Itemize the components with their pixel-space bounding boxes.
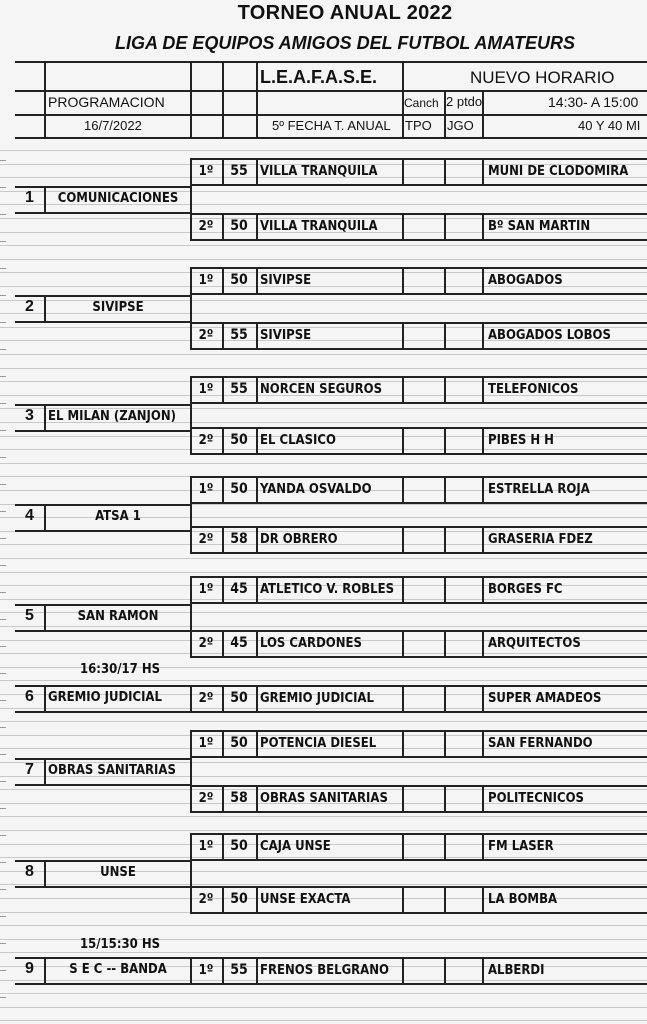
margin-tick bbox=[0, 565, 6, 566]
col-line bbox=[482, 427, 484, 453]
col-line bbox=[444, 322, 446, 348]
col-line bbox=[256, 526, 258, 552]
col-line bbox=[482, 322, 484, 348]
league-subtitle: LIGA DE EQUIPOS AMIGOS DEL FUTBOL AMATEURS bbox=[114, 33, 576, 53]
away-team: FM LASER bbox=[488, 839, 554, 854]
col-line bbox=[402, 685, 404, 711]
col-line bbox=[44, 758, 46, 784]
col-line bbox=[402, 267, 404, 293]
margin-tick bbox=[0, 484, 6, 485]
grid-line bbox=[0, 368, 647, 369]
match-category: 2º bbox=[198, 636, 214, 651]
away-team: ABOGADOS LOBOS bbox=[488, 328, 611, 343]
match-minutes: 45 bbox=[230, 635, 248, 651]
away-team: BORGES FC bbox=[488, 582, 563, 597]
margin-tick bbox=[0, 808, 6, 809]
row-line bbox=[15, 295, 190, 297]
col-line bbox=[256, 886, 258, 912]
header-divider bbox=[44, 61, 46, 138]
row-line bbox=[15, 504, 190, 506]
col-line bbox=[256, 213, 258, 239]
home-team: CAJA UNSE bbox=[260, 839, 331, 854]
group-name: SAN RAMON bbox=[77, 609, 159, 624]
home-team: SIVIPSE bbox=[260, 273, 312, 288]
col-line bbox=[402, 376, 404, 402]
away-team: ARQUITECTOS bbox=[488, 636, 581, 651]
margin-tick bbox=[0, 511, 6, 512]
row-line bbox=[190, 656, 647, 658]
away-team: LA BOMBA bbox=[488, 892, 558, 907]
row-line bbox=[190, 756, 647, 758]
away-team: PIBES H H bbox=[488, 433, 554, 448]
col-line bbox=[190, 376, 192, 453]
ptdo-label: 2 ptdo bbox=[446, 94, 482, 109]
home-team: NORCEN SEGUROS bbox=[260, 382, 383, 397]
row-line bbox=[190, 502, 647, 504]
margin-tick bbox=[0, 997, 6, 998]
time-label-1: 16:30/17 HS bbox=[80, 662, 161, 677]
row-line bbox=[190, 886, 647, 888]
col-line bbox=[402, 476, 404, 502]
col-line bbox=[482, 476, 484, 502]
group-name: ATSA 1 bbox=[95, 509, 141, 524]
row-line bbox=[190, 730, 647, 732]
row-line bbox=[190, 453, 647, 455]
col-line bbox=[444, 526, 446, 552]
grid-line bbox=[0, 884, 647, 885]
org-acronym: L.E.A.F.A.S.E. bbox=[260, 67, 378, 87]
col-line bbox=[402, 785, 404, 811]
col-line bbox=[444, 476, 446, 502]
match-category: 1º bbox=[198, 273, 214, 288]
grid-line bbox=[0, 857, 647, 858]
col-line bbox=[444, 886, 446, 912]
grid-line bbox=[0, 599, 647, 600]
row-line bbox=[190, 711, 647, 713]
col-line bbox=[256, 785, 258, 811]
margin-tick bbox=[0, 430, 6, 431]
away-team: TELEFONICOS bbox=[488, 382, 579, 397]
away-team: Bº SAN MARTIN bbox=[488, 219, 591, 234]
group-number: 7 bbox=[25, 761, 34, 778]
row-line bbox=[15, 530, 190, 532]
margin-tick bbox=[0, 214, 6, 215]
away-team: POLITECNICOS bbox=[488, 791, 584, 806]
match-minutes: 50 bbox=[230, 838, 248, 854]
home-team: VILLA TRANQUILA bbox=[260, 164, 378, 179]
col-line bbox=[482, 886, 484, 912]
group-name: S E C -- BANDA bbox=[69, 962, 167, 977]
away-team: GRASERIA FDEZ bbox=[488, 532, 593, 547]
grid-line bbox=[0, 708, 647, 709]
match-minutes: 50 bbox=[230, 432, 248, 448]
header-divider bbox=[256, 61, 258, 138]
match-minutes: 50 bbox=[230, 481, 248, 497]
canch-label: Canch bbox=[404, 96, 439, 110]
grid-line bbox=[0, 789, 647, 790]
group-number: 8 bbox=[25, 863, 34, 880]
group-number: 9 bbox=[25, 960, 34, 977]
col-line bbox=[444, 213, 446, 239]
row-line bbox=[190, 526, 647, 528]
col-line bbox=[444, 427, 446, 453]
col-line bbox=[402, 576, 404, 602]
col-line bbox=[402, 957, 404, 983]
grid-line bbox=[0, 449, 647, 450]
grid-line bbox=[0, 980, 647, 981]
grid-line bbox=[0, 721, 647, 722]
col-line bbox=[256, 427, 258, 453]
group-number: 6 bbox=[25, 688, 34, 705]
col-line bbox=[44, 860, 46, 886]
col-line bbox=[482, 685, 484, 711]
match-category: 1º bbox=[198, 963, 214, 978]
row-line bbox=[190, 983, 647, 985]
header-line-2 bbox=[15, 114, 647, 116]
col-line bbox=[482, 785, 484, 811]
grid-line bbox=[0, 354, 647, 355]
row-line bbox=[190, 602, 647, 604]
row-line bbox=[190, 685, 647, 687]
margin-tick bbox=[0, 916, 6, 917]
row-line bbox=[15, 630, 190, 632]
margin-tick bbox=[0, 349, 6, 350]
away-team: ABOGADOS bbox=[488, 273, 563, 288]
row-line bbox=[15, 860, 190, 862]
col-line bbox=[444, 630, 446, 656]
col-line bbox=[190, 267, 192, 348]
col-line bbox=[256, 630, 258, 656]
col-line bbox=[444, 267, 446, 293]
row-line bbox=[15, 711, 190, 713]
row-line bbox=[15, 604, 190, 606]
row-line bbox=[15, 685, 190, 687]
col-line bbox=[444, 158, 446, 184]
margin-tick bbox=[0, 862, 6, 863]
col-line bbox=[482, 158, 484, 184]
margin-tick bbox=[0, 781, 6, 782]
match-minutes: 58 bbox=[230, 790, 248, 806]
col-line bbox=[402, 833, 404, 859]
row-line bbox=[190, 293, 647, 295]
match-minutes: 50 bbox=[230, 891, 248, 907]
col-line bbox=[44, 604, 46, 630]
margin-tick bbox=[0, 646, 6, 647]
margin-tick bbox=[0, 943, 6, 944]
col-line bbox=[402, 630, 404, 656]
col-line bbox=[402, 213, 404, 239]
col-line bbox=[44, 685, 46, 711]
nuevo-horario: NUEVO HORARIO bbox=[470, 68, 615, 87]
duracion-label: 40 Y 40 MI bbox=[578, 118, 641, 133]
row-line bbox=[190, 576, 647, 578]
grid-line bbox=[0, 572, 647, 573]
row-line bbox=[190, 348, 647, 350]
jgo-label: JGO bbox=[447, 118, 474, 133]
row-line bbox=[190, 630, 647, 632]
group-number: 3 bbox=[25, 407, 34, 424]
col-line bbox=[444, 685, 446, 711]
group-number: 5 bbox=[25, 607, 34, 624]
grid-line bbox=[0, 993, 647, 994]
programacion-label: PROGRAMACION bbox=[48, 94, 165, 110]
group-name: GREMIO JUDICIAL bbox=[48, 690, 162, 705]
header-divider bbox=[222, 61, 224, 138]
match-minutes: 55 bbox=[230, 163, 248, 179]
row-line bbox=[190, 402, 647, 404]
grid-line bbox=[0, 259, 647, 260]
row-line bbox=[190, 158, 647, 160]
margin-tick bbox=[0, 700, 6, 701]
row-line bbox=[190, 184, 647, 186]
row-line bbox=[190, 785, 647, 787]
margin-tick bbox=[0, 268, 6, 269]
time-label-2: 15/15:30 HS bbox=[80, 937, 161, 952]
row-line bbox=[190, 267, 647, 269]
col-line bbox=[402, 427, 404, 453]
header-top-line bbox=[15, 61, 647, 63]
col-line bbox=[482, 267, 484, 293]
group-name: OBRAS SANITARIAS bbox=[48, 763, 176, 778]
home-team: YANDA OSVALDO bbox=[260, 482, 372, 497]
match-category: 1º bbox=[198, 839, 214, 854]
grid-line bbox=[0, 626, 647, 627]
match-minutes: 55 bbox=[230, 381, 248, 397]
row-line bbox=[190, 552, 647, 554]
row-line bbox=[15, 430, 190, 432]
col-line bbox=[482, 576, 484, 602]
col-line bbox=[444, 957, 446, 983]
grid-line bbox=[0, 653, 647, 654]
col-line bbox=[256, 376, 258, 402]
match-category: 1º bbox=[198, 482, 214, 497]
row-line bbox=[190, 912, 647, 914]
row-line bbox=[190, 427, 647, 429]
header-line-1 bbox=[15, 90, 647, 92]
home-team: GREMIO JUDICIAL bbox=[260, 691, 374, 706]
away-team: SAN FERNANDO bbox=[488, 736, 593, 751]
match-category: 1º bbox=[198, 382, 214, 397]
group-name: COMUNICACIONES bbox=[57, 191, 179, 206]
row-line bbox=[15, 404, 190, 406]
col-line bbox=[256, 957, 258, 983]
grid-line bbox=[0, 816, 647, 817]
group-number: 2 bbox=[25, 298, 34, 315]
col-line bbox=[402, 526, 404, 552]
row-line bbox=[190, 239, 647, 241]
col-line bbox=[190, 158, 192, 239]
match-minutes: 45 bbox=[230, 581, 248, 597]
home-team: SIVIPSE bbox=[260, 328, 312, 343]
col-line bbox=[482, 730, 484, 756]
row-line bbox=[190, 376, 647, 378]
grid-line bbox=[0, 925, 647, 926]
match-category: 2º bbox=[198, 433, 214, 448]
match-minutes: 55 bbox=[230, 962, 248, 978]
row-line bbox=[190, 811, 647, 813]
home-team: POTENCIA DIESEL bbox=[260, 736, 377, 751]
col-line bbox=[482, 630, 484, 656]
row-line bbox=[190, 322, 647, 324]
col-line bbox=[256, 158, 258, 184]
tournament-title: TORNEO ANUAL 2022 bbox=[237, 2, 453, 24]
horario-range: 14:30- A 15:00 bbox=[548, 94, 639, 110]
grid-line bbox=[0, 952, 647, 953]
col-line bbox=[402, 730, 404, 756]
margin-tick bbox=[0, 835, 6, 836]
header-divider bbox=[482, 90, 484, 138]
margin-tick bbox=[0, 187, 6, 188]
match-category: 2º bbox=[198, 532, 214, 547]
row-line bbox=[15, 957, 190, 959]
home-team: UNSE EXACTA bbox=[260, 892, 351, 907]
col-line bbox=[482, 376, 484, 402]
row-line bbox=[15, 758, 190, 760]
home-team: VILLA TRANQUILA bbox=[260, 219, 378, 234]
grid-line bbox=[0, 680, 647, 681]
header-bottom-line bbox=[15, 137, 647, 139]
col-line bbox=[402, 322, 404, 348]
col-line bbox=[444, 785, 446, 811]
header-divider bbox=[190, 61, 192, 138]
row-line bbox=[15, 983, 190, 985]
home-team: LOS CARDONES bbox=[260, 636, 362, 651]
grid-line bbox=[0, 1007, 647, 1008]
col-line bbox=[444, 576, 446, 602]
margin-tick bbox=[0, 376, 6, 377]
home-team: FRENOS BELGRANO bbox=[260, 963, 389, 978]
grid-line bbox=[0, 150, 647, 151]
match-category: 1º bbox=[198, 164, 214, 179]
away-team: SUPER AMADEOS bbox=[488, 691, 602, 706]
group-number: 4 bbox=[25, 507, 34, 524]
home-team: OBRAS SANITARIAS bbox=[260, 791, 388, 806]
match-category: 2º bbox=[198, 219, 214, 234]
match-minutes: 50 bbox=[230, 272, 248, 288]
match-minutes: 50 bbox=[230, 735, 248, 751]
col-line bbox=[44, 504, 46, 530]
row-line bbox=[190, 476, 647, 478]
row-line bbox=[190, 859, 647, 861]
row-line bbox=[15, 321, 190, 323]
row-line bbox=[190, 957, 647, 959]
col-line bbox=[190, 957, 192, 983]
match-minutes: 58 bbox=[230, 531, 248, 547]
col-line bbox=[44, 404, 46, 430]
home-team: ATLETICO V. ROBLES bbox=[260, 582, 394, 597]
col-line bbox=[482, 526, 484, 552]
margin-tick bbox=[0, 970, 6, 971]
row-line bbox=[15, 886, 190, 888]
away-team: MUNI DE CLODOMIRA bbox=[488, 164, 629, 179]
col-line bbox=[190, 685, 192, 711]
col-line bbox=[402, 886, 404, 912]
col-line bbox=[444, 730, 446, 756]
group-name: UNSE bbox=[100, 865, 136, 880]
margin-tick bbox=[0, 457, 6, 458]
margin-tick bbox=[0, 889, 6, 890]
margin-tick bbox=[0, 160, 6, 161]
match-minutes: 50 bbox=[230, 218, 248, 234]
col-line bbox=[482, 213, 484, 239]
grid-line bbox=[0, 1020, 647, 1021]
margin-tick bbox=[0, 754, 6, 755]
col-line bbox=[190, 576, 192, 656]
col-line bbox=[190, 476, 192, 552]
grid-line bbox=[0, 558, 647, 559]
group-number: 1 bbox=[25, 189, 34, 206]
grid-line bbox=[0, 245, 647, 246]
margin-tick bbox=[0, 619, 6, 620]
col-line bbox=[44, 957, 46, 983]
row-line bbox=[15, 212, 190, 214]
col-line bbox=[256, 576, 258, 602]
col-line bbox=[444, 833, 446, 859]
row-line bbox=[15, 186, 190, 188]
col-line bbox=[256, 833, 258, 859]
match-minutes: 55 bbox=[230, 327, 248, 343]
date-label: 16/7/2022 bbox=[84, 118, 142, 133]
away-team: ALBERDI bbox=[488, 963, 545, 978]
match-category: 1º bbox=[198, 736, 214, 751]
col-line bbox=[482, 957, 484, 983]
row-line bbox=[190, 833, 647, 835]
col-line bbox=[402, 158, 404, 184]
col-line bbox=[190, 730, 192, 811]
match-category: 2º bbox=[198, 328, 214, 343]
col-line bbox=[256, 267, 258, 293]
margin-tick bbox=[0, 241, 6, 242]
match-minutes: 50 bbox=[230, 690, 248, 706]
col-line bbox=[256, 685, 258, 711]
margin-tick bbox=[0, 673, 6, 674]
col-line bbox=[444, 376, 446, 402]
margin-tick bbox=[0, 592, 6, 593]
tpo-label: TPO bbox=[405, 118, 432, 133]
col-line bbox=[256, 730, 258, 756]
group-name: SIVIPSE bbox=[92, 300, 144, 315]
col-line bbox=[256, 476, 258, 502]
match-category: 2º bbox=[198, 691, 214, 706]
match-category: 1º bbox=[198, 582, 214, 597]
margin-tick bbox=[0, 403, 6, 404]
row-line bbox=[15, 784, 190, 786]
row-line bbox=[190, 213, 647, 215]
match-category: 2º bbox=[198, 892, 214, 907]
margin-tick bbox=[0, 538, 6, 539]
grid-line bbox=[0, 463, 647, 464]
col-line bbox=[44, 186, 46, 212]
margin-tick bbox=[0, 727, 6, 728]
col-line bbox=[482, 833, 484, 859]
grid-line bbox=[0, 830, 647, 831]
home-team: EL CLASICO bbox=[260, 433, 336, 448]
match-category: 2º bbox=[198, 791, 214, 806]
col-line bbox=[256, 322, 258, 348]
col-line bbox=[190, 833, 192, 912]
group-name: EL MILAN (ZANJON) bbox=[48, 409, 176, 424]
home-team: DR OBRERO bbox=[260, 532, 338, 547]
margin-tick bbox=[0, 295, 6, 296]
fecha-label: 5º FECHA T. ANUAL bbox=[272, 118, 391, 133]
margin-tick bbox=[0, 322, 6, 323]
away-team: ESTRELLA ROJA bbox=[488, 482, 590, 497]
col-line bbox=[44, 295, 46, 321]
